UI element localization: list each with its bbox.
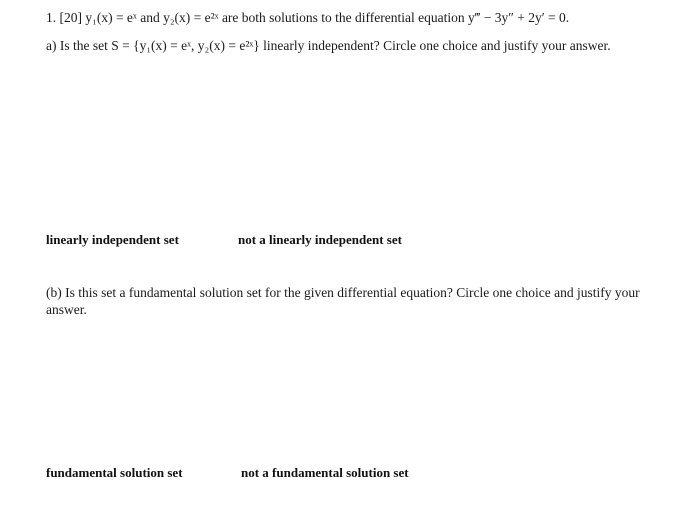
question-1-statement: 1. [20] y₁(x) = eˣ and y₂(x) = e²ˣ are both solutions to the differential equation y‴ − 3y″ + 2y′ = 0. [46, 10, 570, 25]
choice-fundamental-solution-set[interactable]: fundamental solution set [46, 465, 183, 480]
part-b-question-line-1: (b) Is this set a fundamental solution set for the given differential equation? Circle one choice and justify your [46, 285, 640, 300]
choice-not-fundamental-solution-set[interactable]: not a fundamental solution set [241, 465, 409, 480]
choice-linearly-independent[interactable]: linearly independent set [46, 232, 179, 247]
part-a-question: a) Is the set S = {y₁(x) = eˣ, y₂(x) = e²ˣ} linearly independent? Circle one choice and justify your answer. [46, 38, 611, 53]
choice-not-linearly-independent[interactable]: not a linearly independent set [238, 232, 402, 247]
part-b-question-line-2: answer. [46, 302, 87, 317]
